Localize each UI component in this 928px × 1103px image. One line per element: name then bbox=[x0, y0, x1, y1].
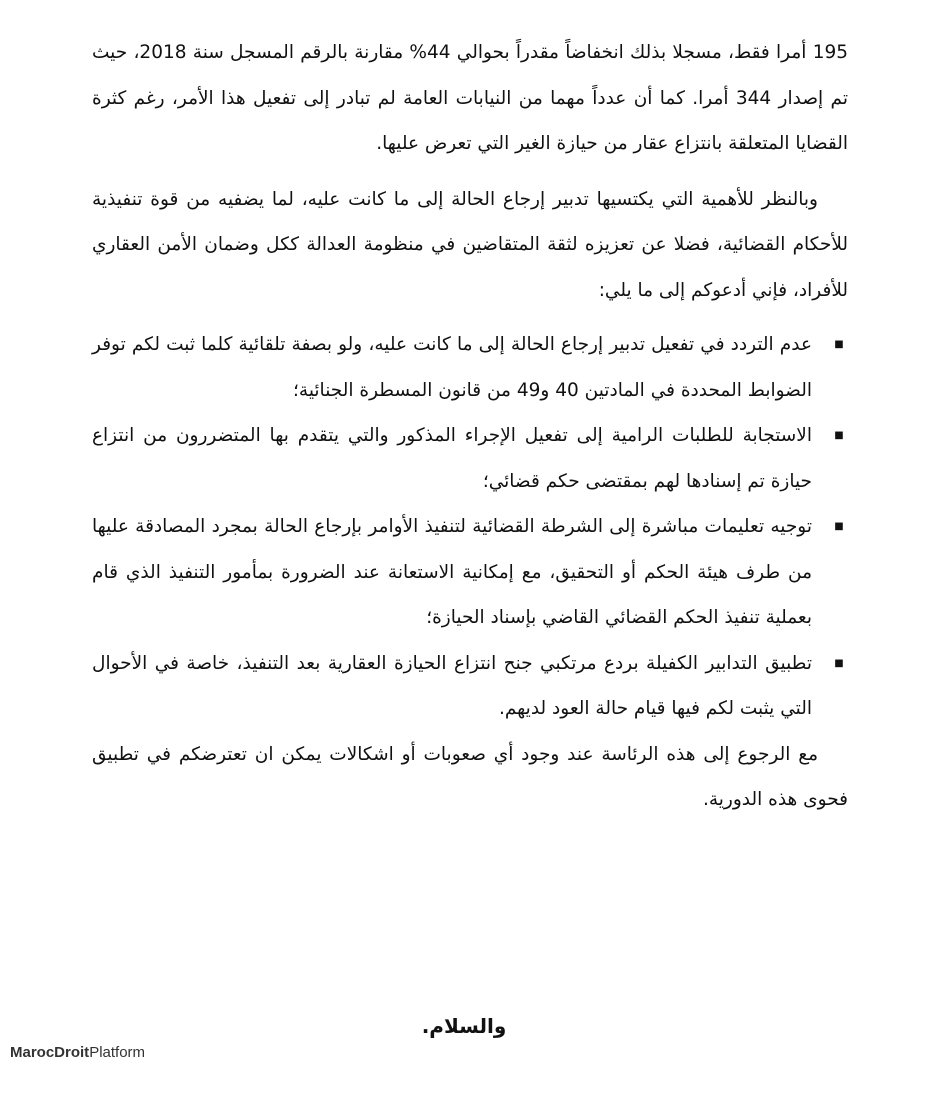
list-item-text: تطبيق التدابير الكفيلة بردع مرتكبي جنح انتزاع الحيازة العقارية بعد التنفيذ، خاصة في الأحوال التي يثبت لكم فيها قيام حالة العود لديهم. bbox=[92, 652, 812, 719]
list-item-text: عدم التردد في تفعيل تدبير إرجاع الحالة إلى ما كانت عليه، ولو بصفة تلقائية كلما ثبت لكم توفر الضوابط المحددة في المادتين 40 و49 من قانون المسطرة الجنائية؛ bbox=[92, 334, 812, 401]
watermark-brand: MarocDroit bbox=[10, 1044, 90, 1061]
square-bullet-icon: ■ bbox=[834, 657, 844, 669]
square-bullet-icon: ■ bbox=[834, 430, 844, 441]
paragraph-importance: وبالنظر للأهمية التي يكتسيها تدبير إرجاع الحالة إلى ما كانت عليه، لما يضفيه من قوة تنفيذية للأحكام القضائية، فضلا عن تعزيزه لثقة المتقاضين في منظومة العدالة ككل وضمان الأمن العقاري للأفراد، فإني أدعوكم إلى ما يلي: bbox=[92, 188, 848, 301]
list-item bbox=[92, 322, 844, 413]
directives-list bbox=[92, 322, 848, 732]
paragraph-intro: 195 أمرا فقط، مسجلا بذلك انخفاضاً مقدراً بحوالي 44% مقارنة بالرقم المسجل سنة 2018، حيث تم إصدار 344 أمرا. كما أن عدداً مهما من النيابات العامة لم تبادر إلى تفعيل هذا الأمر، رغم كثرة القضايا المتعلقة بانتزاع عقار من حيازة الغير التي تعرض عليها. bbox=[92, 42, 848, 154]
list-item bbox=[92, 504, 844, 641]
list-item-text: توجيه تعليمات مباشرة إلى الشرطة القضائية لتنفيذ الأوامر بإرجاع الحالة بمجرد المصادقة عليها من طرف هيئة الحكم أو التحقيق، مع إمكانية الاستعانة عند الضرورة بمأمور التنفيذ الذي قام بعملية تنفيذ الحكم القضائي القاضي بإسناد الحيازة؛ bbox=[92, 516, 812, 628]
document-body bbox=[92, 30, 848, 823]
paragraph-closing: مع الرجوع إلى هذه الرئاسة عند وجود أي صعوبات أو اشكالات يمكن ان تعترضكم في تطبيق فحوى هذه الدورية. bbox=[92, 743, 848, 810]
list-item bbox=[92, 413, 844, 504]
watermark bbox=[10, 1044, 145, 1061]
signoff: والسلام. bbox=[421, 1014, 507, 1038]
list-item-text: الاستجابة للطلبات الرامية إلى تفعيل الإجراء المذكور والتي يتقدم بها المتضررون من انتزاع حيازة تم إسنادها لهم بمقتضى حكم قضائي؛ bbox=[92, 425, 812, 492]
square-bullet-icon: ■ bbox=[834, 521, 844, 532]
watermark-suffix: Platform bbox=[89, 1044, 146, 1061]
list-item bbox=[92, 641, 844, 732]
square-bullet-icon: ■ bbox=[834, 339, 844, 350]
